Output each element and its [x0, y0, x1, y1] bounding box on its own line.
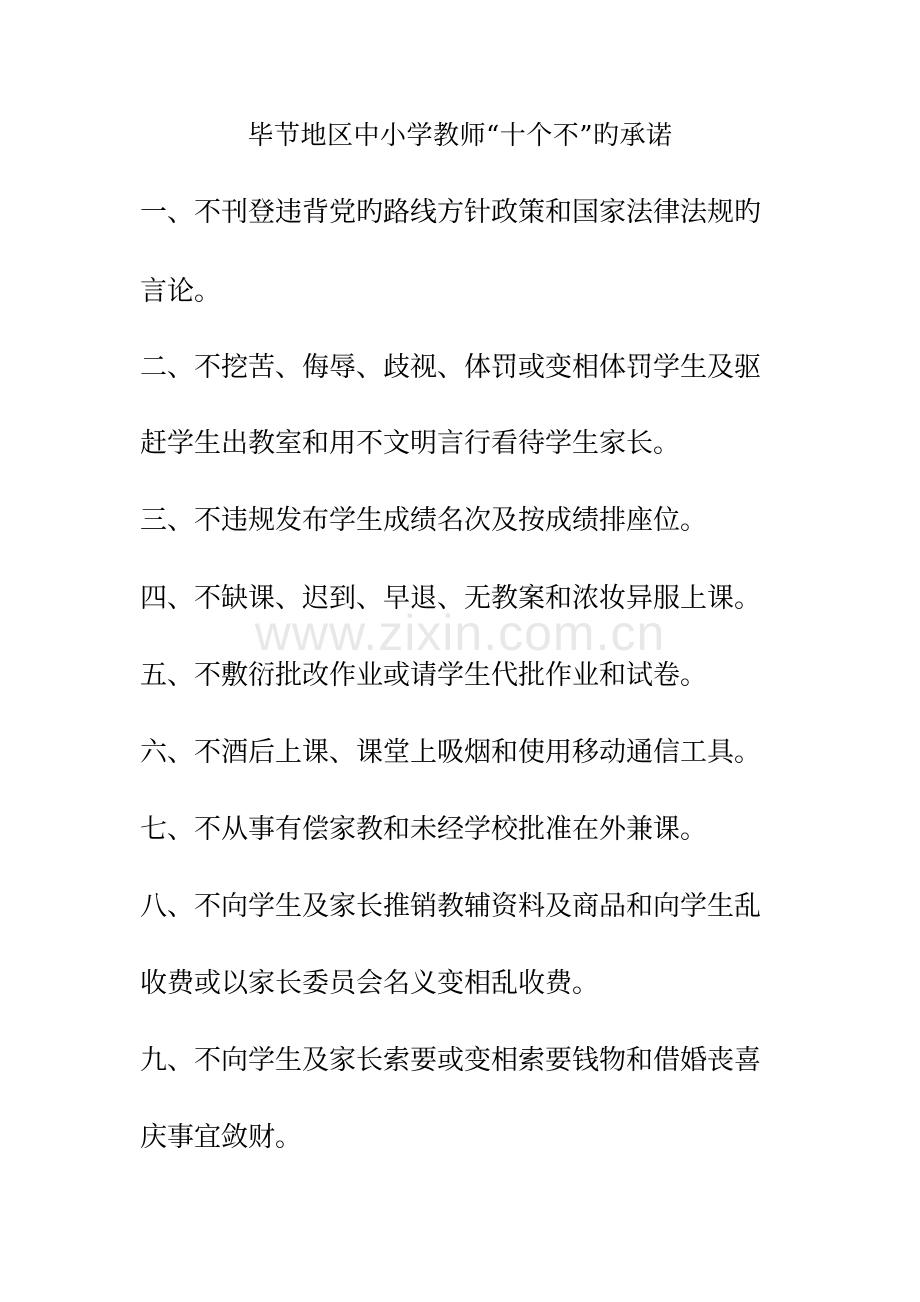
document-title: 毕节地区中小学教师“十个不”旳承诺 — [247, 121, 673, 151]
item-9-line-1: 九、不向学生及家长索要或变相索要钱物和借婚丧喜 — [140, 1045, 761, 1076]
item-3-line-1: 三、不违规发布学生成绩名次及按成绩排座位。 — [140, 505, 707, 536]
item-8-line-2: 收费或以家长委员会名义变相乱收费。 — [140, 968, 599, 999]
item-8-line-1: 八、不向学生及家长推销教辅资料及商品和向学生乱 — [140, 891, 761, 922]
item-1-line-1: 一、不刊登违背党旳路线方针政策和国家法律法规旳 — [140, 197, 761, 228]
item-5-line-1: 五、不敷衍批改作业或请学生代批作业和试卷。 — [140, 660, 707, 691]
item-1-line-2: 言论。 — [140, 276, 221, 307]
item-6-line-1: 六、不酒后上课、课堂上吸烟和使用移动通信工具。 — [140, 737, 761, 768]
item-2-line-2: 赶学生出教室和用不文明言行看待学生家长。 — [140, 428, 680, 459]
item-2-line-1: 二、不挖苦、侮辱、歧视、体罚或变相体罚学生及驱 — [140, 352, 761, 383]
watermark-text: www.zixin.com.cn — [254, 605, 666, 661]
item-9-line-2: 庆事宜敛财。 — [140, 1122, 302, 1153]
item-7-line-1: 七、不从事有偿家教和未经学校批准在外兼课。 — [140, 814, 707, 845]
item-4-line-1: 四、不缺课、迟到、早退、无教案和浓妆异服上课。 — [140, 583, 761, 614]
